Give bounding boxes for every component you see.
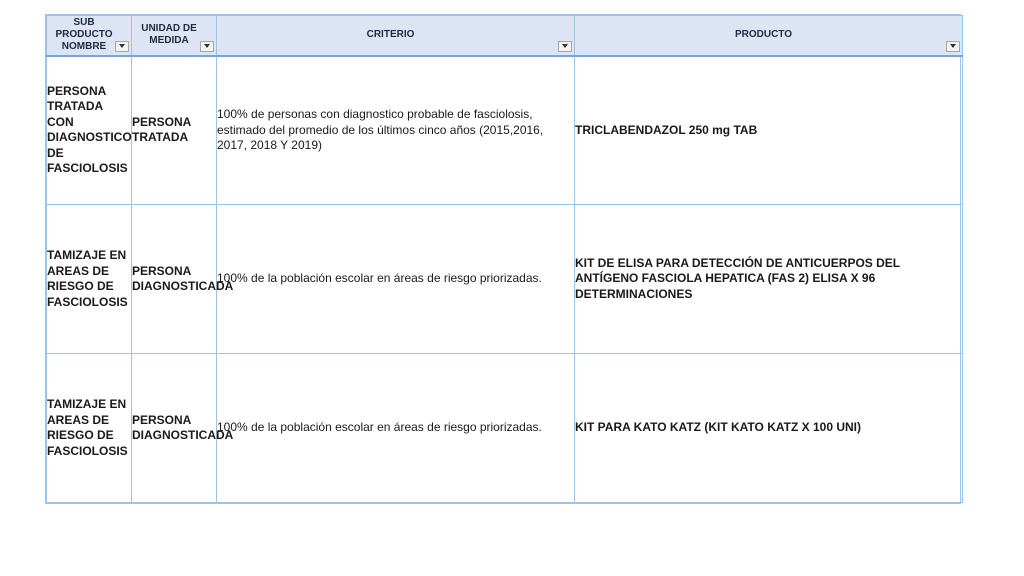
cell-subproducto[interactable]: PERSONA TRATADA CON DIAGNOSTICO DE FASCIOLOSIS — [47, 56, 132, 205]
cell-producto[interactable]: KIT DE ELISA PARA DETECCIÓN DE ANTICUERPOS DEL ANTÍGENO FASCIOLA HEPATICA (FAS 2) ELISA X 96 DETERMINACIONES — [575, 205, 963, 354]
column-header-label: SUB PRODUCTO NOMBRE — [55, 17, 113, 53]
column-header-label: CRITERIO — [366, 29, 415, 41]
table-header — [47, 16, 963, 56]
column-header-unidad — [132, 16, 217, 56]
header-row — [47, 16, 963, 56]
table-row — [47, 56, 963, 205]
cell-producto[interactable]: TRICLABENDAZOL 250 mg TAB — [575, 56, 963, 205]
column-header-producto — [575, 16, 963, 56]
filter-dropdown-icon[interactable] — [200, 41, 214, 52]
column-header-label: PRODUCTO — [734, 29, 793, 41]
filter-dropdown-icon[interactable] — [558, 41, 572, 52]
data-table — [46, 15, 963, 503]
filter-dropdown-icon[interactable] — [115, 41, 129, 52]
cell-subproducto[interactable]: TAMIZAJE EN AREAS DE RIESGO DE FASCIOLOSIS — [47, 205, 132, 354]
cell-criterio[interactable]: 100% de la población escolar en áreas de riesgo priorizadas. — [217, 354, 575, 503]
cell-unidad[interactable]: PERSONA DIAGNOSTICADA — [132, 354, 217, 503]
column-header-criterio — [217, 16, 575, 56]
data-table-container — [45, 14, 961, 504]
cell-unidad[interactable]: PERSONA TRATADA — [132, 56, 217, 205]
column-header-subproducto — [47, 16, 132, 56]
table-body — [47, 56, 963, 503]
cell-criterio[interactable]: 100% de personas con diagnostico probable de fasciolosis, estimado del promedio de los últimos cinco años (2015,2016, 2017, 2018 Y 2019) — [217, 56, 575, 205]
column-header-label: UNIDAD DE MEDIDA — [141, 23, 197, 47]
cell-unidad[interactable]: PERSONA DIAGNOSTICADA — [132, 205, 217, 354]
filter-dropdown-icon[interactable] — [946, 41, 960, 52]
cell-criterio[interactable]: 100% de la población escolar en áreas de riesgo priorizadas. — [217, 205, 575, 354]
cell-subproducto[interactable]: TAMIZAJE EN AREAS DE RIESGO DE FASCIOLOSIS — [47, 354, 132, 503]
cell-producto[interactable]: KIT PARA KATO KATZ (KIT KATO KATZ X 100 UNI) — [575, 354, 963, 503]
table-row — [47, 354, 963, 503]
table-row — [47, 205, 963, 354]
